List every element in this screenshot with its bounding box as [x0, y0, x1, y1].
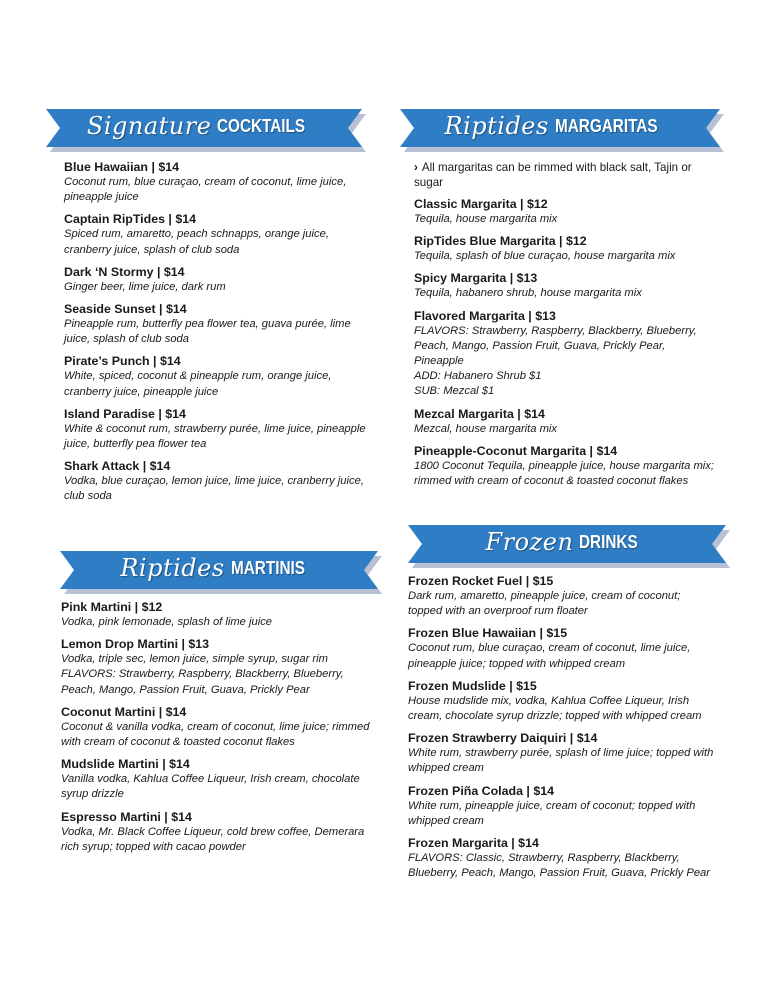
menu-item — [414, 197, 735, 227]
menu-item-name: Mezcal Margarita | $14 — [414, 406, 545, 421]
margaritas-note: › All margaritas can be rimmed with black salt, Tajin or sugar — [414, 161, 692, 189]
martinis-title-caps: MARTINIS — [230, 557, 305, 578]
description-line: Tequila, habanero shrub, house margarita mix — [414, 287, 642, 300]
menu-item-name: Flavored Margarita | $13 — [414, 308, 556, 323]
description-line: Peach, Mango, Passion Fruit, Guava, Prickly Pear — [61, 683, 310, 696]
menu-item-description — [61, 825, 390, 855]
description-line: Vodka, pink lemonade, splash of lime juice — [61, 616, 273, 628]
menu-item-description — [64, 280, 376, 295]
menu-item — [408, 574, 738, 619]
description-line: White rum, pineapple juice, cream of coconut; topped with — [408, 799, 696, 812]
menu-item — [414, 234, 735, 264]
description-line: Coconut & vanilla vodka, cream of coconut, lime juice; rimmed — [61, 720, 370, 733]
frozen-title-script: Frozen — [485, 528, 574, 556]
menu-item-name: Pink Martini | $12 — [61, 600, 163, 614]
menu-item-name: Dark ‘N Stormy | $14 — [64, 264, 185, 279]
menu-item-description — [64, 317, 376, 347]
menu-item-name: Frozen Margarita | $14 — [408, 836, 539, 851]
menu-item-description — [408, 589, 738, 619]
description-line: Ginger beer, lime juice, dark rum — [64, 280, 226, 293]
description-line: FLAVORS: Strawberry, Raspberry, Blackberry, Blueberry, — [61, 668, 344, 681]
menu-item-name: Shark Attack | $14 — [64, 459, 171, 474]
menu-item — [61, 600, 390, 630]
menu-item-description — [408, 641, 738, 671]
description-line: cranberry juice, pineapple juice — [64, 385, 219, 398]
menu-item — [414, 444, 735, 489]
description-line: White & coconut rum, strawberry purée, lime juice, pineapple — [64, 422, 366, 435]
menu-item — [61, 705, 390, 750]
menu-item — [408, 836, 738, 881]
menu-item-description — [64, 474, 376, 504]
menu-item-description — [61, 720, 390, 750]
menu-item-description — [408, 799, 738, 829]
description-line: Vodka, triple sec, lemon juice, simple syrup, sugar rim — [61, 653, 328, 666]
description-line: whipped cream — [408, 814, 484, 827]
description-line: juice, splash of club soda — [64, 333, 190, 346]
menu-item — [64, 212, 376, 257]
menu-item — [64, 354, 376, 399]
margaritas-section — [400, 106, 735, 496]
description-line: Spiced rum, amaretto, peach schnapps, orange juice, — [64, 228, 329, 241]
frozen-banner — [408, 522, 738, 566]
menu-item-name: Classic Margarita | $12 — [414, 197, 548, 211]
menu-item-description — [414, 286, 735, 301]
menu-item-name: Blue Hawaiian | $14 — [64, 160, 180, 174]
menu-item-description — [64, 369, 376, 399]
menu-item-description — [414, 212, 735, 227]
menu-item — [61, 810, 390, 855]
menu-item — [61, 637, 390, 698]
description-line: syrup drizzle — [61, 788, 124, 801]
menu-item-name: Seaside Sunset | $14 — [64, 302, 187, 317]
description-line: Vanilla vodka, Kahlua Coffee Liqueur, Irish cream, chocolate — [61, 773, 360, 786]
martinis-list — [61, 600, 390, 855]
description-line: cranberry juice, splash of club soda — [64, 243, 240, 256]
menu-item-name: Captain RipTides | $14 — [64, 212, 197, 227]
margaritas-title-script: Riptides — [444, 112, 549, 140]
description-line: FLAVORS: Strawberry, Raspberry, Blackberry, Blueberry, — [414, 324, 697, 337]
cocktails-section — [46, 106, 376, 512]
description-line: House mudslide mix, vodka, Kahlua Coffee Liqueur, Irish — [408, 694, 690, 707]
menu-item-description — [61, 652, 390, 698]
margaritas-list — [414, 197, 735, 489]
cocktails-list — [64, 160, 376, 505]
menu-item-name: Coconut Martini | $14 — [61, 704, 187, 719]
menu-item-description — [414, 422, 735, 437]
description-line: Coconut rum, blue curaçao, cream of coconut, lime juice, — [64, 176, 347, 188]
description-line: Mezcal, house margarita mix — [414, 422, 558, 435]
menu-item — [64, 407, 376, 452]
menu-item — [408, 626, 738, 671]
description-line: SUB: Mezcal $1 — [414, 385, 495, 398]
description-line: 1800 Coconut Tequila, pineapple juice, house margarita mix; — [414, 459, 714, 472]
menu-item-name: Mudslide Martini | $14 — [61, 757, 190, 772]
menu-item-description — [64, 422, 376, 452]
martinis-banner — [60, 548, 390, 592]
description-line: Pineapple rum, butterfly pea flower tea, guava purée, lime — [64, 318, 351, 331]
menu-item-description — [61, 772, 390, 802]
margaritas-title-caps: MARGARITAS — [554, 115, 658, 136]
description-line: juice, butterfly pea flower tea — [64, 438, 207, 451]
menu-item-description — [64, 175, 376, 205]
menu-item — [414, 271, 735, 301]
description-line: Pineapple — [414, 355, 464, 368]
martinis-title-script: Riptides — [120, 554, 225, 582]
description-line: Peach, Mango, Passion Fruit, Guava, Prickly Pear, — [414, 339, 666, 352]
frozen-title-caps: DRINKS — [579, 531, 639, 552]
menu-item — [414, 407, 735, 437]
menu-item-name: Frozen Strawberry Daiquiri | $14 — [408, 731, 598, 746]
menu-item-name: Pineapple-Coconut Margarita | $14 — [414, 443, 618, 458]
description-line: pineapple juice; topped with whipped cream — [408, 657, 626, 670]
menu-item-description — [408, 851, 738, 881]
menu-item — [408, 679, 738, 724]
menu-item-description — [414, 459, 735, 489]
menu-item — [408, 731, 738, 776]
description-line: rich syrup; topped with cacao powder — [61, 840, 246, 853]
menu-item-name: Spicy Margarita | $13 — [414, 271, 538, 286]
description-line: Coconut rum, blue curaçao, cream of coconut, lime juice, — [408, 642, 691, 655]
menu-item-description — [414, 249, 735, 264]
menu-item-name: Espresso Martini | $14 — [61, 809, 192, 824]
menu-item-name: Island Paradise | $14 — [64, 406, 186, 421]
menu-item-description — [61, 615, 390, 630]
description-line: with cream of coconut & toasted coconut flakes — [61, 736, 295, 749]
description-line: pineapple juice — [64, 191, 139, 204]
description-line: Vodka, Mr. Black Coffee Liqueur, cold brew coffee, Demerara — [61, 825, 365, 838]
margaritas-banner — [400, 106, 735, 150]
frozen-section — [408, 522, 738, 888]
frozen-list — [408, 574, 738, 881]
menu-item-description — [408, 746, 738, 776]
menu-item — [414, 309, 735, 400]
description-line: Tequila, house margarita mix — [414, 213, 558, 225]
description-line: cream, chocolate syrup drizzle; topped with whipped cream — [408, 710, 702, 723]
martinis-section — [60, 548, 390, 862]
menu-item — [64, 160, 376, 205]
description-line: rimmed with cream of coconut & toasted coconut flakes — [414, 475, 689, 488]
description-line: Blueberry, Peach, Mango, Passion Fruit, Guava, Prickly Pear — [408, 867, 710, 880]
menu-item-name: Pirate’s Punch | $14 — [64, 354, 181, 369]
menu-item-description — [64, 227, 376, 257]
menu-item — [408, 784, 738, 829]
menu-item-name: RipTides Blue Margarita | $12 — [414, 234, 587, 249]
chevron-right-icon: › — [414, 161, 418, 174]
description-line: club soda — [64, 490, 112, 503]
menu-item-description — [414, 324, 735, 400]
menu-item-description — [408, 694, 738, 724]
description-line: Dark rum, amaretto, pineapple juice, cream of coconut; — [408, 590, 681, 602]
cocktails-banner — [46, 106, 376, 150]
description-line: whipped cream — [408, 762, 484, 775]
menu-item-name: Frozen Piña Colada | $14 — [408, 783, 555, 798]
menu-item-name: Frozen Mudslide | $15 — [408, 678, 537, 693]
menu-item-name: Frozen Blue Hawaiian | $15 — [408, 626, 568, 641]
menu-item-name: Lemon Drop Martini | $13 — [61, 637, 210, 652]
description-line: topped with an overproof rum floater — [408, 605, 588, 618]
description-line: FLAVORS: Classic, Strawberry, Raspberry, Blackberry, — [408, 852, 680, 865]
cocktails-title-script: Signature — [86, 112, 212, 140]
menu-item — [64, 459, 376, 504]
menu-item — [64, 265, 376, 295]
description-line: Tequila, splash of blue curaçao, house margarita mix — [414, 250, 676, 263]
description-line: White, spiced, coconut & pineapple rum, orange juice, — [64, 370, 332, 383]
cocktails-title-caps: COCKTAILS — [217, 115, 306, 136]
menu-item — [61, 757, 390, 802]
description-line: White rum, strawberry purée, splash of lime juice; topped with — [408, 747, 714, 760]
menu-item-name: Frozen Rocket Fuel | $15 — [408, 574, 554, 588]
description-line: Vodka, blue curaçao, lemon juice, lime juice, cranberry juice, — [64, 475, 364, 488]
menu-item — [64, 302, 376, 347]
description-line: ADD: Habanero Shrub $1 — [414, 370, 542, 383]
